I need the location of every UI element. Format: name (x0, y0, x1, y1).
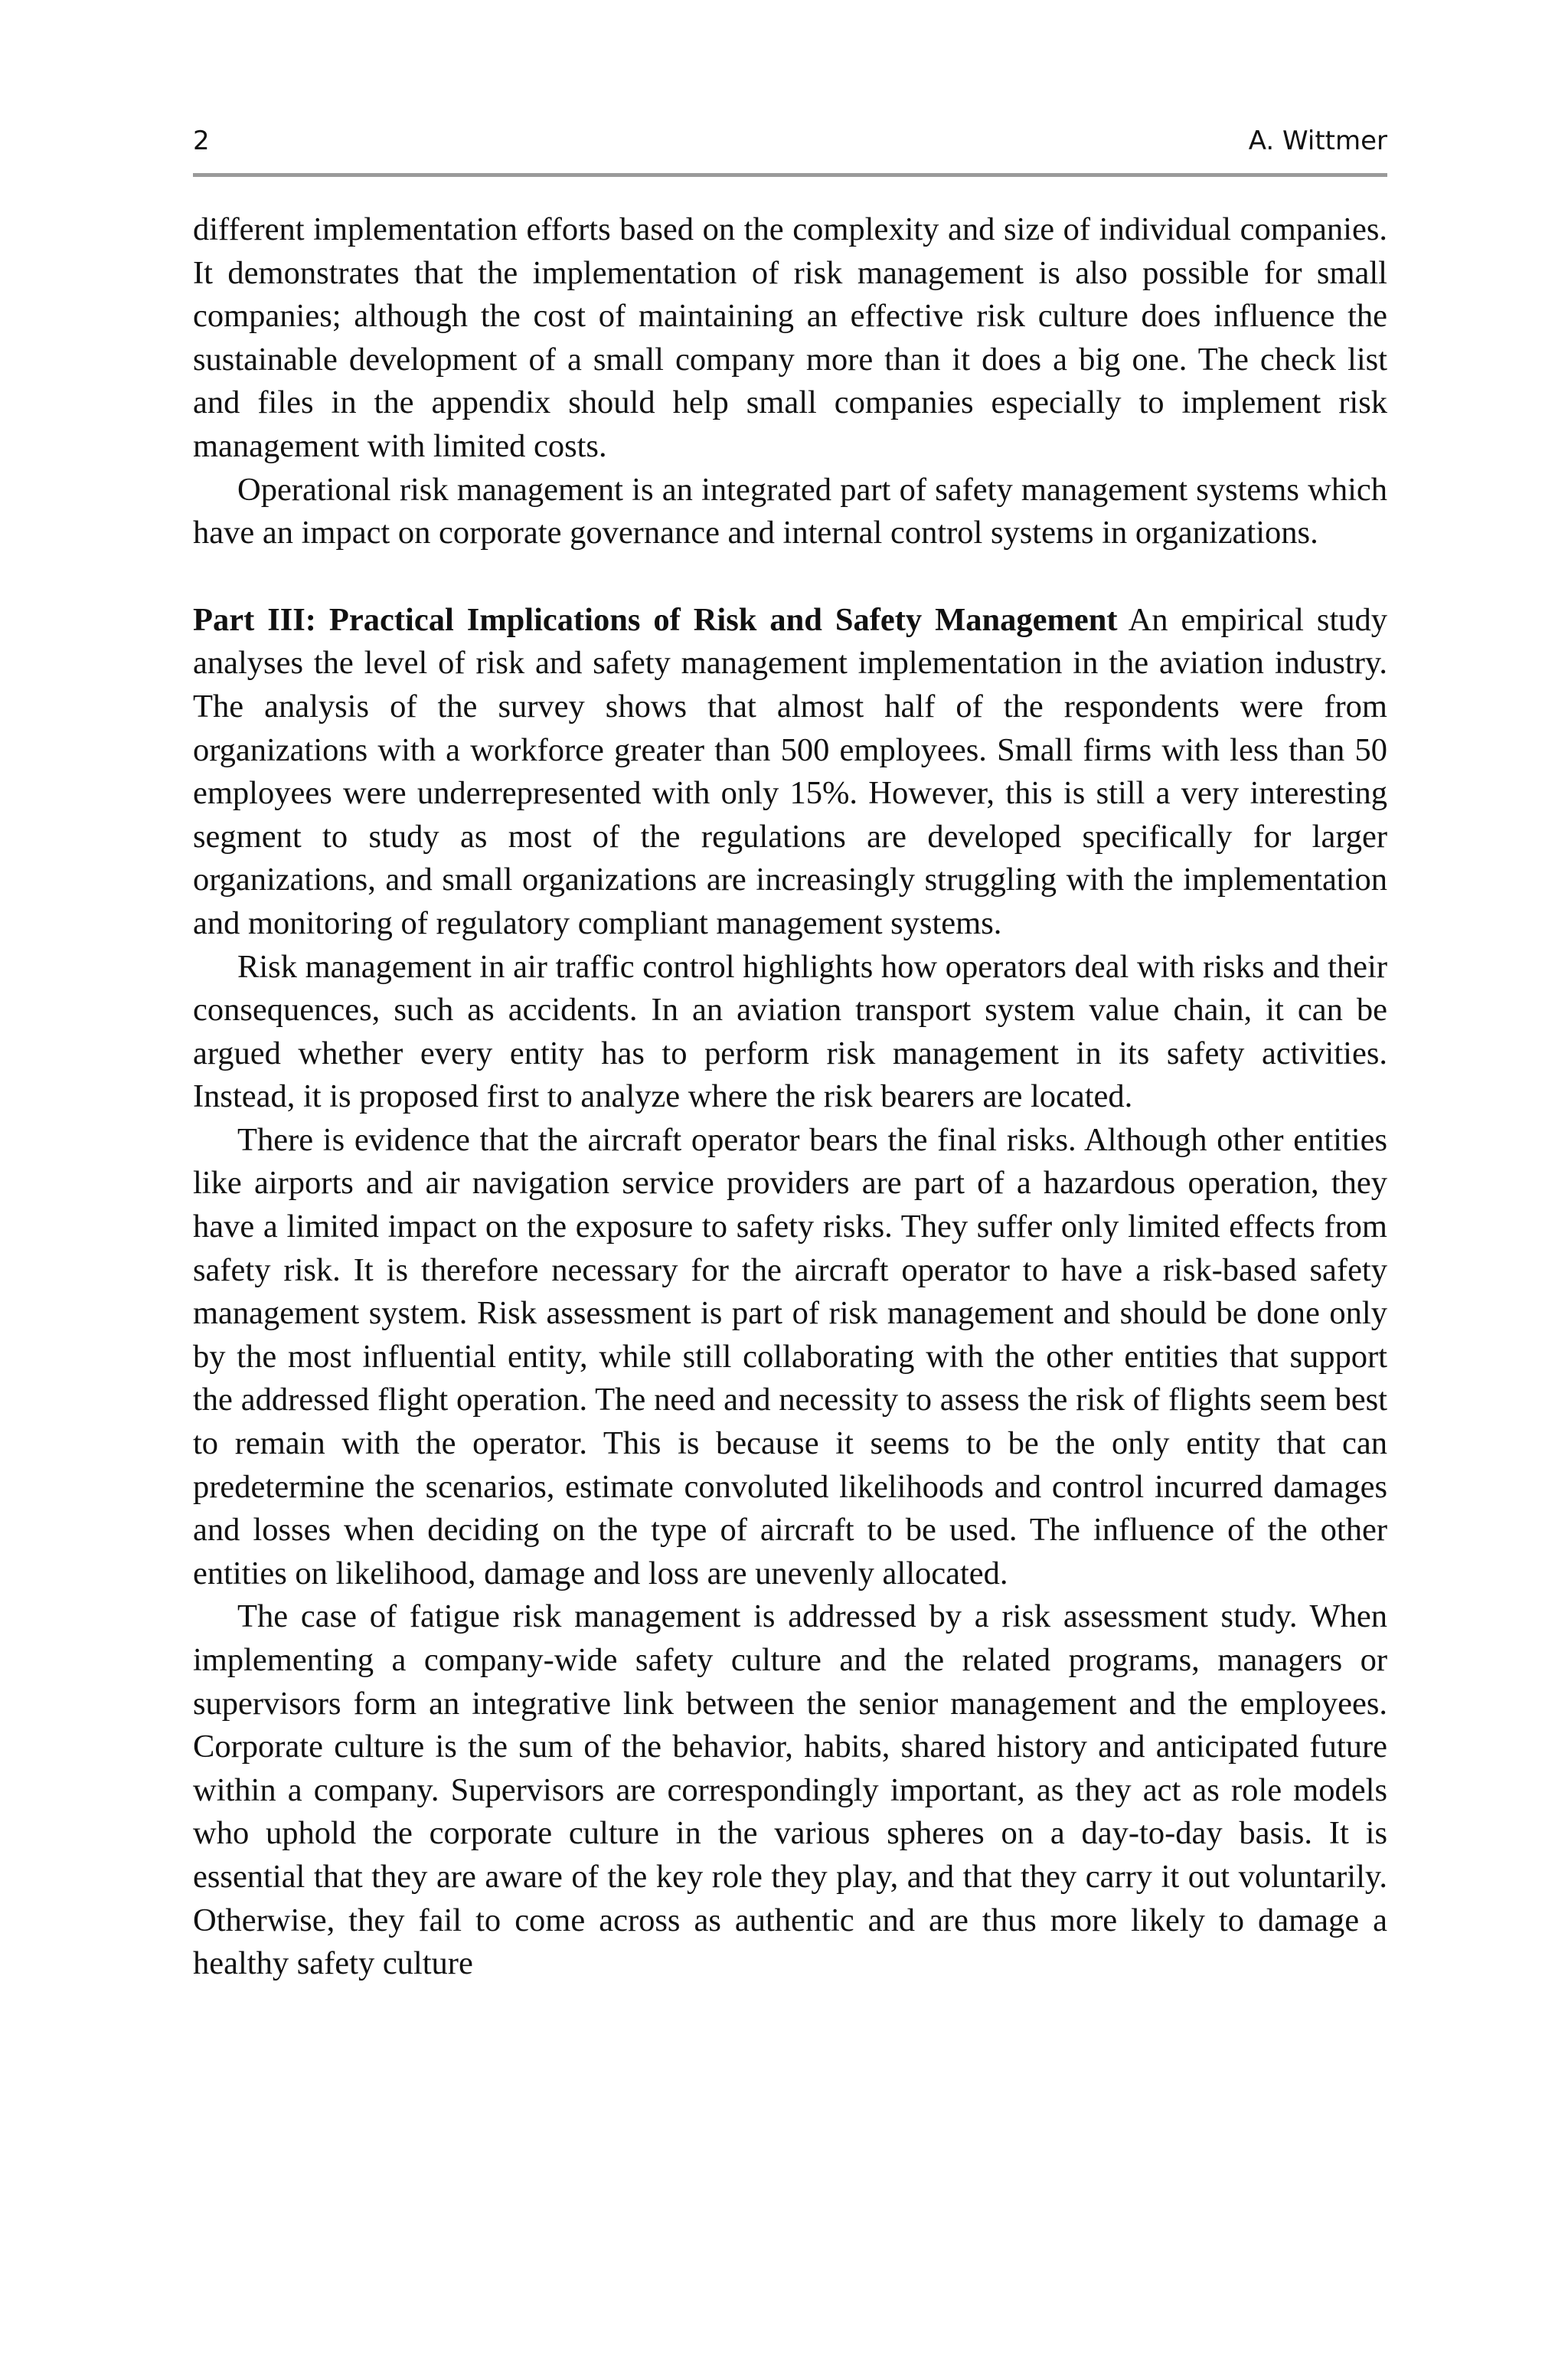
header-rule (193, 173, 1387, 177)
body-text (193, 208, 1387, 1986)
section-heading: Part III: Practical Implications of Risk and Safety Management (193, 601, 1118, 638)
running-head-author: A. Wittmer (1248, 126, 1387, 156)
paragraph-empirical-study: An empirical study analyses the level of risk and safety management implementation in the aviation industry. The analysis of the survey shows that almost half of the respondents were from organizations with a workforce greater than 500 employees. Small firms with less than 50 employees were underrepresented with only 15%. However, this is still a very interesting segment to study as most of the regulations are developed specifically for larger organizations, and small organizations are increasingly struggling with the implementation and monitoring of regulatory compliant management systems. (193, 601, 1388, 941)
paragraph-air-traffic-control: Risk management in air traffic control highlights how operators deal with risks and their consequences, such as accidents. In an aviation transport system value chain, it can be argued whether every entity has to perform risk management in its safety activities. Instead, it is proposed first to analyze where the risk bearers are located. (193, 948, 1387, 1115)
page-number: 2 (193, 126, 210, 156)
paragraph-implementation-efforts: different implementation efforts based on the complexity and size of individual companies. It demonstrates that the implementation of risk management is also possible for small companies; although the cost of maintaining an effective risk culture does influence the sustainable development of a small company more than it does a big one. The check list and files in the appendix should help small companies especially to implement risk management with limited costs. (193, 211, 1387, 464)
section-part-iii (193, 599, 1387, 946)
paragraph-operational-risk: Operational risk management is an integrated part of safety management systems which have an impact on corporate governance and internal control systems in organizations. (193, 471, 1387, 551)
book-page (193, 123, 1388, 1982)
paragraph-aircraft-operator: There is evidence that the aircraft operator bears the final risks. Although other entities like airports and air navigation service providers are part of a hazardous operation, they have a limited impact on the exposure to safety risks. They suffer only limited effects from safety risk. It is therefore necessary for the aircraft operator to have a risk-based safety management system. Risk assessment is part of risk management and should be done only by the most influential entity, while still collaborating with the other entities that support the addressed flight operation. The need and necessity to assess the risk of flights seem best to remain with the operator. This is because it seems to be the only entity that can predetermine the scenarios, estimate convoluted likelihoods and control incurred damages and losses when deciding on the type of aircraft to be used. The influence of the other entities on likelihood, damage and loss are unevenly allocated. (193, 1121, 1387, 1591)
running-head (193, 123, 1387, 161)
paragraph-fatigue-risk: The case of fatigue risk management is addressed by a risk assessment study. When implementing a company-wide safety culture and the related programs, managers or supervisors form an integrative link between the senior management and the employees. Corporate culture is the sum of the behavior, habits, shared history and anticipated future within a company. Supervisors are correspondingly important, as they act as role models who uphold the corporate culture in the various spheres on a day-to-day basis. It is essential that they are aware of the key role they play, and that they carry it out voluntarily. Otherwise, they fail to come across as authentic and are thus more likely to damage a healthy safety culture (193, 1598, 1387, 1982)
